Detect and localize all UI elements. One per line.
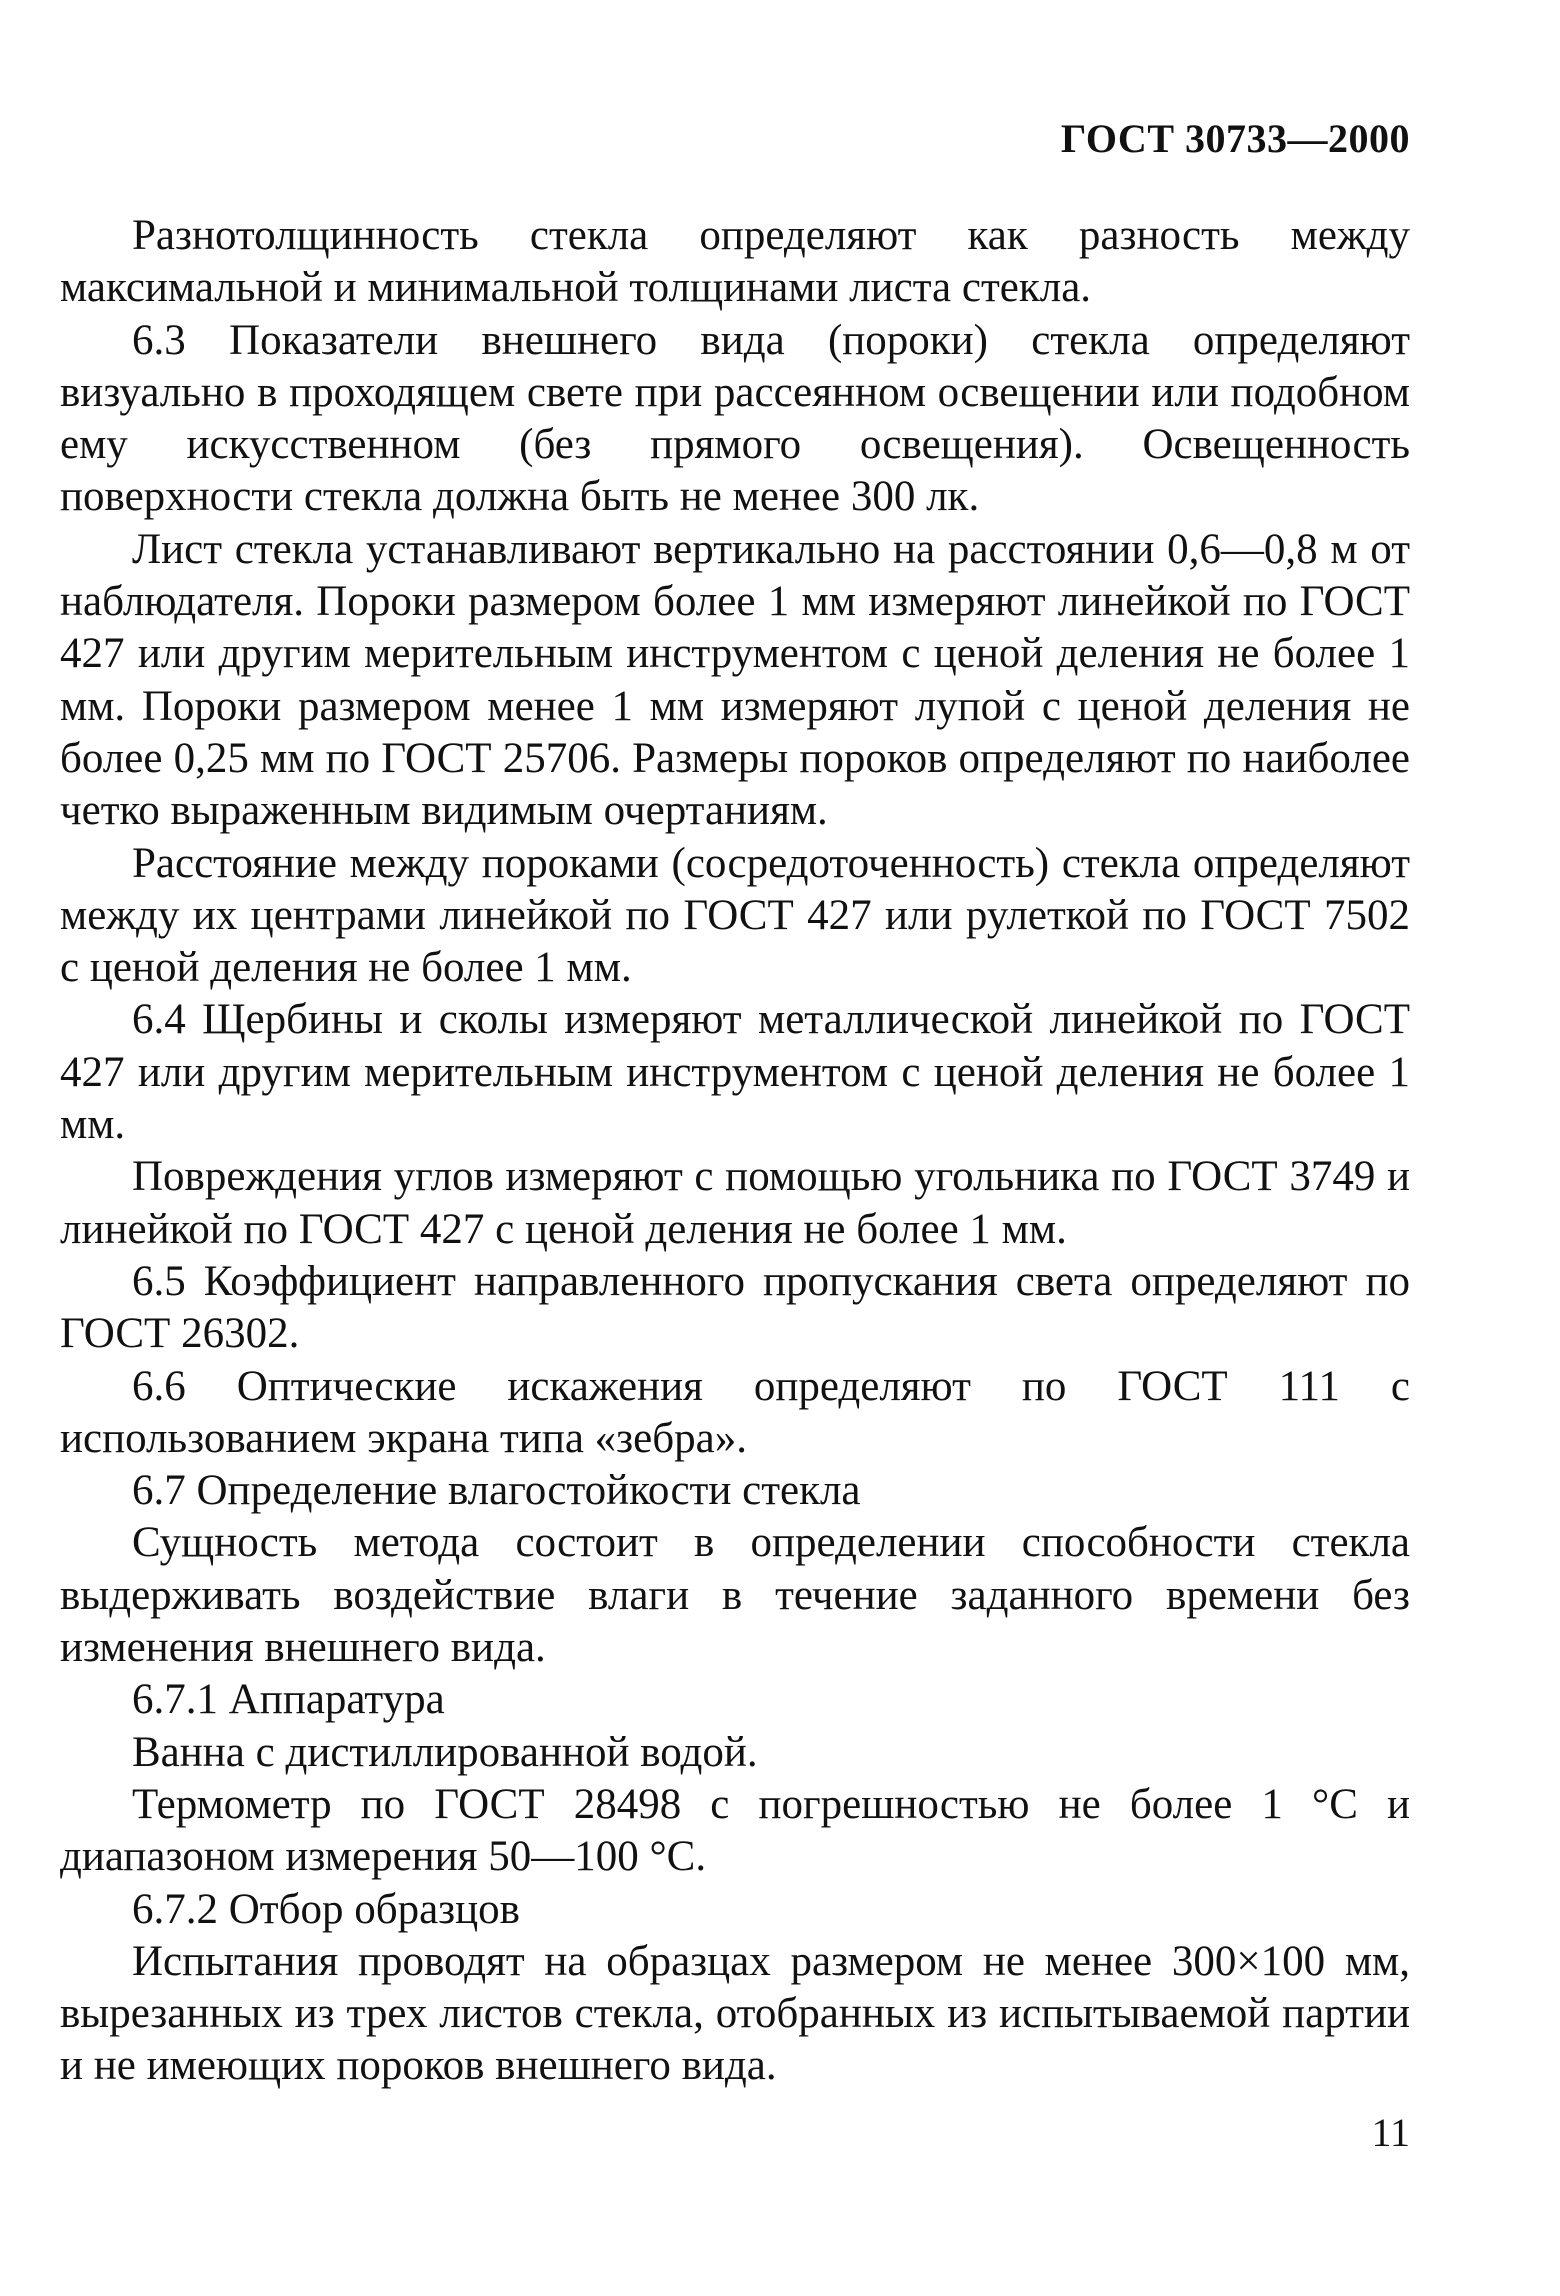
paragraph: Ванна с дистиллированной водой.: [132, 1728, 758, 1776]
paragraph: Испытания проводят на образцах размером не менее 300×100 мм, вырезанных из трех листов стекла, отобранных из испытываемой партии и не имеющих пороков внешнего вида.: [60, 1937, 1410, 2090]
paragraph: Сущность метода состоит в определении способности стекла выдерживать воздействие влаги в течение заданного времени без изменения внешнего вида.: [60, 1519, 1410, 1672]
body-text: [60, 210, 1410, 2093]
paragraph: Разнотолщинность стекла определяют как разность между максимальной и минимальной толщинами листа стекла.: [60, 212, 1410, 312]
section-heading: 6.7 Определение влагостойкости стекла: [132, 1467, 861, 1515]
paragraph: Расстояние между пороками (сосредоточенность) стекла определяют между их центрами линейкой по ГОСТ 427 или рулеткой по ГОСТ 7502 с ценой деления не более 1 мм.: [60, 839, 1410, 992]
paragraph: Лист стекла устанавливают вертикально на расстоянии 0,6—0,8 м от наблюдателя. Пороки размером более 1 мм измеряют линейкой по ГОСТ 427 или другим мерительным инструментом с ценой деления не более 1 мм. Пороки размером менее 1 мм измеряют лупой с ценой деления не более 0,25 мм по ГОСТ 25706. Размеры пороков определяют по наиболее четко выраженным видимым очертаниям.: [60, 525, 1410, 835]
paragraph: 6.3 Показатели внешнего вида (пороки) стекла определяют визуально в проходящем свете при рассеянном освещении или подобном ему искусственном (без прямого освещения). Освещенность поверхности стекла должна быть не менее 300 лк.: [60, 316, 1410, 521]
paragraph: 6.6 Оптические искажения определяют по ГОСТ 111 с использованием экрана типа «зебра».: [60, 1362, 1410, 1462]
paragraph: Повреждения углов измеряют с помощью угольника по ГОСТ 3749 и линейкой по ГОСТ 427 с ценой деления не более 1 мм.: [60, 1153, 1410, 1253]
paragraph: Термометр по ГОСТ 28498 с погрешностью не более 1 °С и диапазоном измерения 50—100 °С.: [60, 1780, 1410, 1881]
standard-header: ГОСТ 30733—2000: [1060, 116, 1410, 161]
paragraph: 6.5 Коэффициент направленного пропускания света определяют по ГОСТ 26302.: [60, 1257, 1410, 1358]
paragraph: 6.4 Щербины и сколы измеряют металлической линейкой по ГОСТ 427 или другим мерительным инструментом с ценой деления не более 1 мм.: [60, 996, 1410, 1149]
page-number: 11: [1371, 2110, 1410, 2155]
subsection-heading: 6.7.1 Аппаратура: [132, 1676, 445, 1724]
subsection-heading: 6.7.2 Отбор образцов: [132, 1885, 520, 1933]
